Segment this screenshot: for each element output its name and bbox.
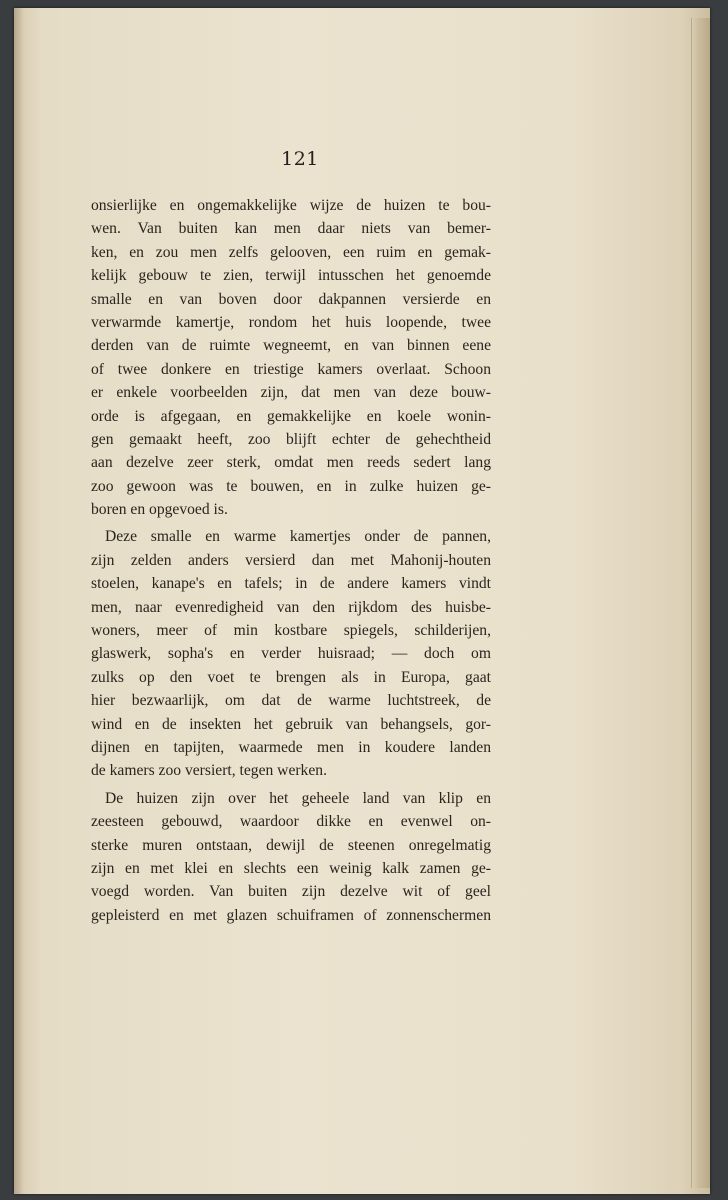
text-line: men, naar evenredigheid van den rijkdom des huisbe- — [91, 598, 491, 616]
spine-shadow — [14, 8, 24, 1194]
text-line: gepleisterd en met glazen schuiframen of zonnenschermen — [91, 906, 491, 924]
body-text — [91, 194, 491, 927]
book-page — [14, 8, 710, 1194]
text-line: er enkele voorbeelden zijn, dat men van deze bouw- — [91, 384, 491, 402]
text-line: zulks op den voet te brengen als in Europa, gaat — [91, 668, 491, 686]
text-line: verwarmde kamertje, rondom het huis loopende, twee — [91, 313, 491, 331]
text-line: ken, en zou men zelfs gelooven, een ruim en gemak- — [91, 243, 491, 261]
text-line: wen. Van buiten kan men daar niets van bemer- — [91, 220, 491, 238]
text-line: aan dezelve zeer sterk, omdat men reeds sedert lang — [91, 454, 491, 472]
page-edge — [691, 18, 710, 1188]
paragraph-3 — [91, 787, 491, 927]
text-line: hier bezwaarlijk, om dat de warme luchtstreek, de — [91, 692, 491, 710]
text-line: Deze smalle en warme kamertjes onder de pannen, — [105, 528, 491, 546]
text-line: of twee donkere en triestige kamers overlaat. Schoon — [91, 360, 491, 378]
text-line: De huizen zijn over het geheele land van klip en — [105, 789, 491, 807]
text-line: smalle en van boven door dakpannen versierde en — [91, 290, 491, 308]
text-line: derden van de ruimte wegneemt, en van binnen eene — [91, 337, 491, 355]
text-line: dijnen en tapijten, waarmede men in koudere landen — [91, 738, 491, 756]
text-line: stoelen, kanape's en tafels; in de andere kamers vindt — [91, 575, 491, 593]
text-line: wind en de insekten het gebruik van behangsels, gor- — [91, 715, 491, 733]
page-number: 121 — [281, 148, 319, 170]
text-line: zijn zelden anders versierd dan met Mahonij-houten — [91, 551, 491, 569]
text-line: de kamers zoo versiert, tegen werken. — [91, 762, 327, 780]
text-line: zoo gewoon was te bouwen, en in zulke huizen ge- — [91, 477, 491, 495]
paragraph-1 — [91, 194, 491, 521]
text-line: onsierlijke en ongemakkelijke wijze de huizen te bou- — [91, 197, 491, 214]
paragraph-2 — [91, 525, 491, 782]
text-line: voegd worden. Van buiten zijn dezelve wit of geel — [91, 883, 491, 901]
text-line: kelijk gebouw te zien, terwijl intusschen het genoemde — [91, 267, 491, 285]
text-line: zeesteen gebouwd, waardoor dikke en evenwel on- — [91, 813, 491, 831]
text-line: sterke muren ontstaan, dewijl de steenen onregelmatig — [91, 836, 491, 854]
text-line: gen gemaakt heeft, zoo blijft echter de gehechtheid — [91, 430, 491, 448]
text-line: glaswerk, sopha's en verder huisraad; — doch om — [91, 645, 491, 663]
text-line: zijn en met klei en slechts een weinig kalk zamen ge- — [91, 859, 491, 877]
text-line: orde is afgegaan, en gemakkelijke en koele wonin- — [91, 407, 491, 425]
text-line: woners, meer of min kostbare spiegels, schilderijen, — [91, 622, 491, 640]
text-line: boren en opgevoed is. — [91, 501, 228, 519]
